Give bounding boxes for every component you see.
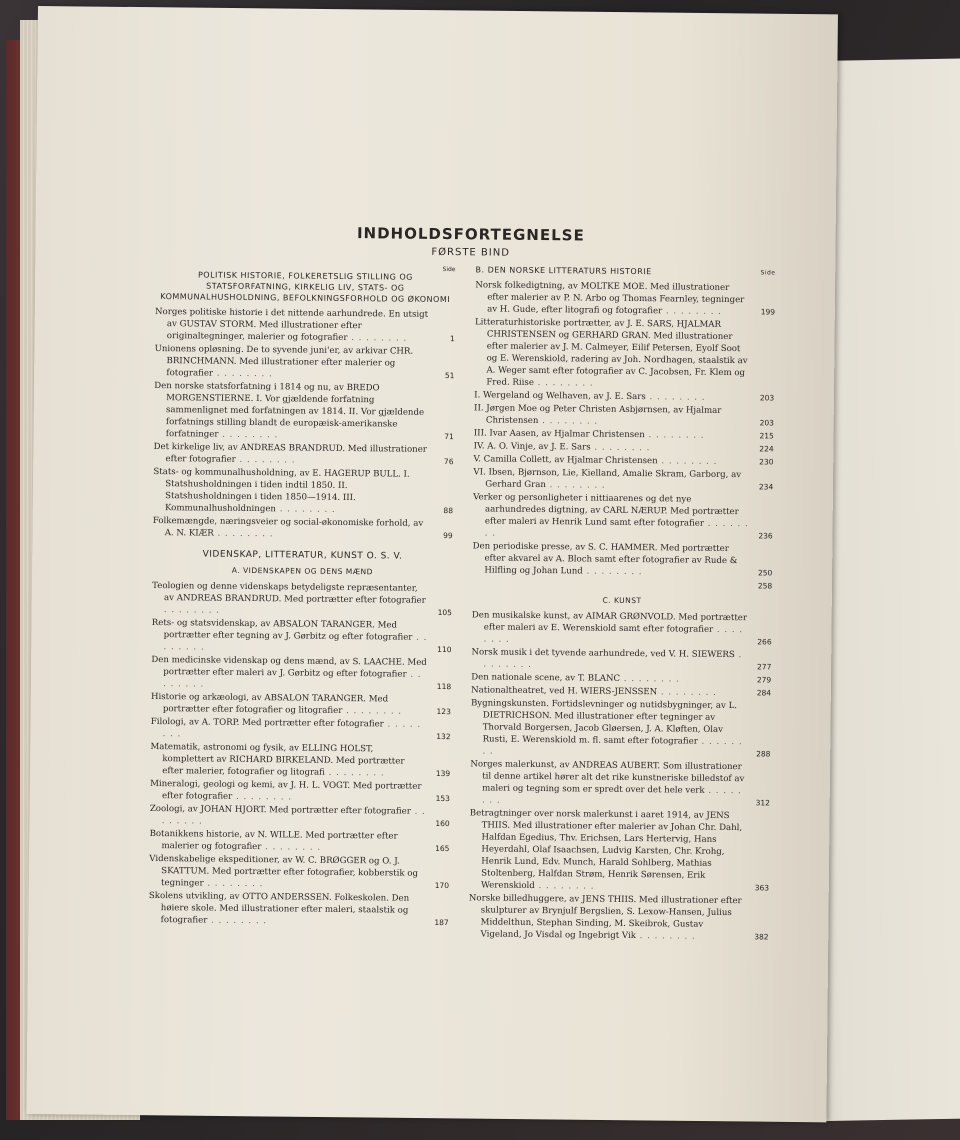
toc-entry-text: Den nationale scene, av T. BLANC . . .: [471, 671, 747, 686]
toc-entry: [471, 646, 771, 673]
section-science-entries: [149, 580, 453, 929]
toc-entry-text: Nationaltheatret, ved H. WIERS-JENSSEN . . .: [471, 684, 747, 699]
side-label-right: Side: [760, 269, 776, 277]
toc-entry-text: Norsk folkedigtning, av MOLTKE MOE. Med illustrationer efter malerier av P. N. Arbo og Thomas Fearnley, tegninger av H. Gude, efter litografi og fotografier . . .: [475, 279, 751, 318]
toc-entry: [475, 279, 775, 318]
toc-entry: [150, 803, 450, 830]
toc-page-number: 288: [756, 749, 771, 759]
right-column: [468, 264, 775, 944]
toc-entry-text: Den norske statsforfatning i 1814 og nu, av BREDO MORGENSTIERNE. I. Vor gjældende forfatning sammenlignet med forfatningen av 1814. II. Vor gjældende forfatnings stilling blandt de europæisk-amerikanske forfatninger . . .: [154, 380, 431, 443]
section-art-entries: [468, 609, 771, 943]
toc-entry-text: Litteraturhistoriske portrætter, av J. E. SARS, HJALMAR CHRISTENSEN og GERHARD GRAN. Med illustrationer efter malerier av J. M. Calmeyer, Eilif Petersen, Eyolf Soot og E. Werenskiold, radering av Joh. Nordhagen, staalstik av A. Weger samt efter fotografier av C. Jacobsen, Fr. Klem og Fred. Riise . . .: [474, 316, 751, 391]
subsection-science-heading: A. VIDENSKAPEN OG DENS MÆND: [231, 565, 373, 577]
toc-entry: [470, 758, 770, 809]
toc-entry: [149, 890, 449, 929]
toc-page-number: 123: [436, 706, 451, 717]
toc-entry-text: Zoologi, av JOHAN HJORT. Med portrætter efter fotografier . . .: [150, 803, 426, 830]
toc-entry-text: Verker og personligheter i nittiaarenes og det nye aarhundredes digtning, av CARL NÆRUP. Med portrætter efter maleri av Henrik Lund samt efter fotografier . . .: [473, 491, 749, 542]
toc-entry-text: VI. Ibsen, Bjørnson, Lie, Kielland, Amalie Skram, Garborg, av Gerhard Gran . . .: [473, 466, 749, 493]
toc-entry-text: Den musikalske kunst, av AIMAR GRØNVOLD. Med portrætter efter maleri av E. Werenskiold samt efter fotografier . . .: [472, 609, 748, 648]
toc-page-number: 266: [757, 637, 772, 647]
toc-entry: [151, 716, 451, 743]
section-literature-entries: [472, 279, 775, 579]
section-politics-entries: [153, 306, 455, 542]
toc-entry: [153, 515, 453, 542]
toc-entry-text: Teologien og denne videnskaps betydeligste repræsentanter, av ANDREAS BRANDRUD. Med portrætter efter fotografier . . .: [152, 580, 428, 619]
toc-page-number: 203: [759, 418, 774, 428]
toc-page-number: 250: [757, 568, 773, 578]
side-label-left: Side: [442, 266, 456, 274]
toc-entry: [473, 466, 773, 493]
toc-entry-text: Filologi, av A. TORP. Med portrætter efter fotografier . . .: [151, 716, 427, 743]
toc-page-number: 199: [760, 307, 776, 317]
toc-entry: [150, 741, 450, 780]
toc-entry: [154, 380, 455, 443]
table-of-contents: [149, 222, 786, 945]
toc-page-number: 224: [759, 444, 774, 454]
toc-entry: [151, 691, 451, 718]
toc-page-number: 139: [435, 768, 451, 779]
toc-entry-text: Stats- og kommunalhusholdning, av E. HAGERUP BULL. I. Statshusholdningen i tiden indtil 1850. II. Statshusholdningen i tiden 1850—1914. III. Kommunalhusholdningen . . .: [153, 466, 429, 517]
toc-entry-text: Norske billedhuggere, av JENS THIIS. Med illustrationer efter skulpturer av Brynjulf Bergslien, S. Lexow-Hansen, Julius Middelthun, Stephan Sinding, M. Skeibrok, Gustav Vigeland, Jo Visdal og Ingebrigt Vik . . .: [468, 892, 744, 943]
toc-entry-text: Norsk musik i det tyvende aarhundrede, ved V. H. SIEWERS . . .: [471, 646, 747, 673]
toc-entry-text: Bygningskunsten. Fortidslevninger og nutidsbygninger, av L. DIETRICHSON. Med illustrationer efter tegninger av Thorvald Borgersen, Jacob Gløersen, J. A. Kløften, Olav Rusti, E. Werenskiold m. fl. samt efter fotografier . . .: [470, 697, 747, 760]
toc-entry: [468, 892, 768, 943]
toc-entry-text: Unionens opløsning. De to syvende juni'er, av arkivar CHR. BRINCHMANN. Med illustrationer efter malerier og fotografier . . .: [154, 343, 430, 382]
section-politics-heading: POLITISK HISTORIE, FOLKERETSLIG STILLING OG STATSFORFATNING, KIRKELIG LIV, STATS- OG KOMMUNALHUSHOLDNING, BEFOLKNINGSFORHOLD OG ØKONOMI: [160, 270, 451, 305]
toc-page-number: 71: [444, 432, 454, 442]
toc-entry: [154, 343, 454, 382]
toc-entry-text: IV. A. O. Vinje, av J. E. Sars . . .: [474, 440, 750, 455]
toc-entry: [153, 441, 453, 468]
section-art-heading: C. KUNST: [602, 595, 642, 606]
toc-page-number: 234: [758, 482, 774, 492]
section-literature-trailing: [472, 577, 772, 592]
toc-page-number: 76: [443, 457, 454, 467]
toc-entry: [151, 617, 451, 656]
toc-page-number: 132: [436, 731, 451, 742]
toc-entry: [153, 466, 453, 517]
toc-entry-text: Matematik, astronomi og fysik, av ELLING HOLST, komplettert av RICHARD BIRKELAND. Med portrætter efter malerier, fotografier og litografi . . .: [150, 741, 426, 780]
toc-entry: [473, 491, 773, 542]
toc-page-number: 105: [437, 607, 452, 618]
toc-page-number: 170: [434, 880, 450, 891]
toc-entry: [152, 580, 452, 619]
toc-page-number: 258: [757, 581, 773, 591]
toc-entry-text: Folkemængde, næringsveier og social-økonomiske forhold, av A. N. KIÆR . . .: [153, 515, 429, 542]
toc-page-number: 118: [436, 681, 452, 692]
toc-entry-text: Betragtninger over norsk malerkunst i aaret 1914, av JENS THIIS. Med illustrationer efter malerier av Johan Chr. Dahl, Halfdan Egedius, Thv. Erichsen, Lars Hertervig, Hans Heyerdahl, Olaf Isaachsen, Ludvig Karsten, Chr. Krohg, Henrik Lund, Edv. Munch, Harald Sohlberg, Mathias Stoltenberg, Halfdan Strøm, Henrik Sørensen, Erik Werenskiold . . .: [469, 807, 746, 894]
toc-page-number: 277: [756, 662, 772, 672]
toc-entry: [472, 540, 772, 579]
toc-entry-text: Botanikkens historie, av N. WILLE. Med portrætter efter malerier og fotografier . . .: [149, 828, 425, 855]
toc-entry: [474, 316, 775, 391]
toc-entry-text: Historie og arkæologi, av ABSALON TARANGER. Med portrætter efter fotografier og litografier . . .: [151, 691, 427, 718]
toc-page-number: 363: [754, 883, 770, 893]
toc-entry-text: Rets- og statsvidenskap, av ABSALON TARANGER. Med portrætter efter tegning av J. Gørbitz og efter fotografier . . .: [151, 617, 427, 656]
toc-page-number: 312: [755, 798, 770, 808]
toc-entry: [474, 402, 774, 429]
toc-page-number: 203: [759, 393, 775, 403]
toc-entry-text: Mineralogi, geologi og kemi, av J. H. L. VOGT. Med portrætter efter fotografier . . .: [150, 778, 426, 805]
toc-page-number: 187: [434, 917, 449, 928]
toc-entry: [472, 609, 772, 648]
toc-entry-text: Norges malerkunst, av ANDREAS AUBERT. Som illustrationer til denne artikel hører alt det rike kunstneriske billedstof av maleri og tegning som er spredt over det hele verk . . .: [470, 758, 746, 809]
toc-entry: [155, 306, 455, 345]
toc-page-number: 279: [756, 675, 772, 685]
toc-entry-text: Videnskabelige ekspeditioner, av W. C. BRØGGER og O. J. SKATTUM. Med portrætter efter fotografier, kobberstik og tegninger . . .: [149, 853, 425, 892]
toc-page-number: 215: [759, 431, 774, 441]
toc-page-number: 236: [758, 531, 773, 541]
toc-page-number: 99: [443, 531, 453, 541]
toc-entry-text: Den periodiske presse, av S. C. HAMMER. Med portrætter efter akvarel av A. Bloch samt efter fotografier av Rude & Hilfling og Johan Lund . . .: [472, 540, 748, 579]
toc-entry: [469, 807, 770, 894]
toc-entry: [149, 828, 449, 855]
toc-entry-text: Den medicinske videnskap og dens mænd, av S. LAACHE. Med portrætter efter maleri av J. Gørbitz og efter fotografier . . .: [151, 654, 427, 693]
toc-entry-text: I. Wergeland og Welhaven, av J. E. Sars . . .: [474, 389, 750, 404]
toc-page-number: 382: [754, 932, 769, 942]
toc-columns: [149, 261, 786, 945]
toc-page-number: 160: [435, 818, 450, 829]
toc-page-number: 284: [756, 688, 772, 698]
toc-page-number: 165: [435, 843, 450, 854]
toc-entry-text: III. Ivar Aasen, av Hjalmar Christensen . . .: [474, 427, 750, 442]
section-literature-title: B. DEN NORSKE LITTERATURS HISTORIE: [475, 265, 652, 277]
section-literature-heading: [475, 264, 775, 278]
toc-entry-text: Skolens utvikling, av OTTO ANDERSSEN. Folkeskolen. Den høiere skole. Med illustrationer efter maleri, staalstik og fotografier . . .: [149, 890, 425, 929]
toc-entry-text: Det kirkelige liv, av ANDREAS BRANDRUD. Med illustrationer efter fotografier . . .: [153, 441, 429, 468]
toc-entry: [470, 697, 771, 760]
left-column: [149, 261, 456, 941]
page-title: INDHOLDSFORTEGNELSE: [356, 224, 585, 245]
toc-entry-text: V. Camilla Collett, av Hjalmar Christensen . . .: [473, 453, 749, 468]
toc-page-number: 1: [449, 334, 455, 344]
toc-page-number: 51: [444, 371, 455, 381]
toc-entry-text: II. Jørgen Moe og Peter Christen Asbjørnsen, av Hjalmar Christensen . . .: [474, 402, 750, 429]
toc-page-number: 110: [437, 644, 452, 655]
toc-entry: [149, 853, 449, 892]
toc-entry-text: Norges politiske historie i det nittende aarhundrede. En utsigt av GUSTAV STORM. Med illustrationer efter originaltegninger, malerier og fotografier . . .: [155, 306, 431, 345]
section-science-heading: VIDENSKAP, LITTERATUR, KUNST O. S. V.: [202, 549, 403, 562]
toc-page-number: 88: [443, 506, 454, 516]
toc-entry: [151, 654, 451, 693]
page-subtitle: FØRSTE BIND: [431, 246, 511, 259]
toc-page-number: 153: [435, 793, 451, 804]
toc-entry: [150, 778, 450, 805]
toc-page-number: 230: [759, 457, 774, 467]
